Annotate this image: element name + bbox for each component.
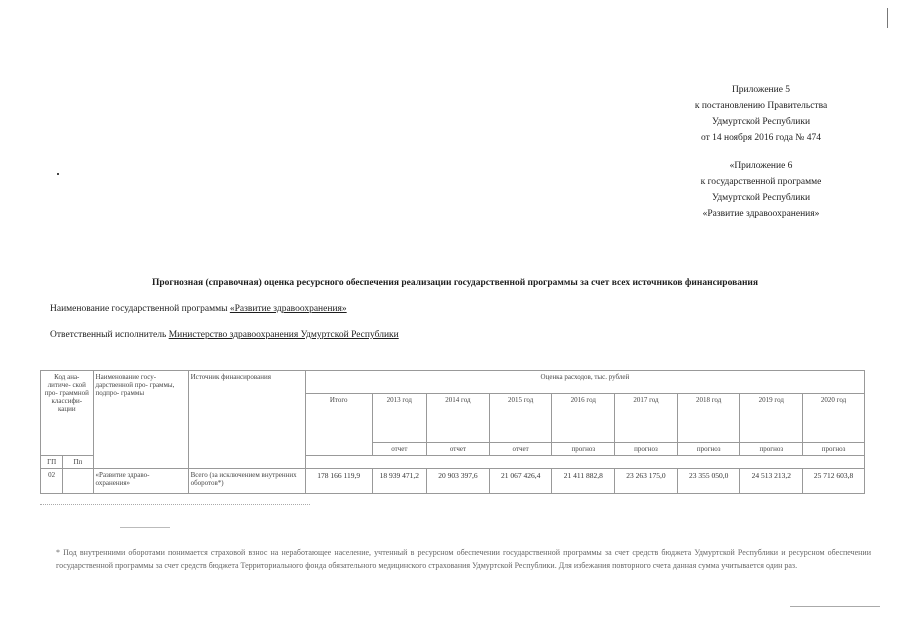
header-year-2020: 2020 год [803,394,865,443]
row-value-2015: 21 067 426,4 [489,469,552,494]
footnote-rule [120,527,170,528]
header-kind-2013: отчет [372,443,427,456]
header-year-2013: 2013 год [372,394,427,443]
header-code: Код ана- литиче- ской про- граммной классифи- кации [41,371,94,456]
appendix-5-line-2: к постановлению Правительства [694,101,828,111]
row-value-2020: 25 712 603,8 [803,469,865,494]
header-year-2016: 2016 год [552,394,615,443]
appendix-6-line-3: Удмуртской Республики [711,193,811,203]
header-year-2018: 2018 год [677,394,740,443]
header-kind-2017: прогноз [615,443,678,456]
appendix-5-block [656,82,866,146]
row-program-name: «Развитие здраво- охранения» [93,469,188,494]
row-value-2013: 18 939 471,2 [372,469,427,494]
header-spacer [305,456,864,469]
header-estimate: Оценка расходов, тыс. рублей [305,371,864,394]
row-pp-code [63,469,93,494]
table-row [41,469,865,494]
appendix-6-line-2: к государственной программе [700,177,822,187]
header-source: Источник финансирования [188,371,305,469]
appendix-6-block [656,158,866,222]
document-title: Прогнозная (справочная) оценка ресурсного обеспечения реализации государственной программы за счет всех источников финансирования [151,278,759,288]
executor-label: Ответственный исполнитель [50,330,169,340]
bottom-rule [790,606,880,607]
footnote-text: * Под внутренними оборотами понимается страховой взнос на неработающее население, учтенный в ресурсном обеспечении государственной программы за счет средств бюджета Удмуртской Республики и ресурсном обеспечении государственной программы за счет средств бюджета Территориального фонда обязательного медицинского страхования Удмуртской Республики. Для избежания повторного счета данная сумма учитывается один раз. [56,548,871,570]
header-year-2017: 2017 год [615,394,678,443]
header-kind-2016: прогноз [552,443,615,456]
row-value-2014: 20 903 397,6 [427,469,490,494]
resource-table [40,370,865,494]
appendix-5-line-1: Приложение 5 [731,85,791,95]
program-name-line [50,304,347,314]
appendix-5-line-4: от 14 ноября 2016 года № 474 [700,133,821,143]
program-name-label: Наименование государственной программы [50,304,230,314]
row-value-2017: 23 263 175,0 [615,469,678,494]
header-year-2019: 2019 год [740,394,803,443]
executor-line [50,330,399,340]
scan-speck [57,173,59,175]
row-value-2018: 23 355 050,0 [677,469,740,494]
scan-edge-mark [887,8,888,28]
header-year-total: Итого [305,394,372,456]
header-year-2014: 2014 год [427,394,490,443]
table-header-row-1 [41,371,865,394]
row-value-2019: 24 513 213,2 [740,469,803,494]
header-kind-2018: прогноз [677,443,740,456]
header-kind-2015: отчет [489,443,552,456]
appendix-6-line-4: «Развитие здравоохранения» [702,209,820,219]
row-value-total: 178 166 119,9 [305,469,372,494]
executor-value: Министерство здравоохранения Удмуртской Республики [168,330,399,340]
header-kind-2019: прогноз [740,443,803,456]
row-gp-code: 02 [41,469,63,494]
header-kind-2020: прогноз [803,443,865,456]
header-pp: Пп [63,456,93,469]
appendix-5-line-3: Удмуртской Республики [711,117,811,127]
header-year-2015: 2015 год [489,394,552,443]
header-program-name: Наименование госу- дарственной про- граммы, подпро- граммы [93,371,188,469]
row-source: Всего (за исключением внутренних оборотов*) [188,469,305,494]
dotted-separator [40,504,310,505]
row-value-2016: 21 411 882,8 [552,469,615,494]
header-kind-2014: отчет [427,443,490,456]
header-gp: ГП [41,456,63,469]
appendix-6-line-1: «Приложение 6 [729,161,793,171]
program-name-value: «Развитие здравоохранения» [229,304,347,314]
